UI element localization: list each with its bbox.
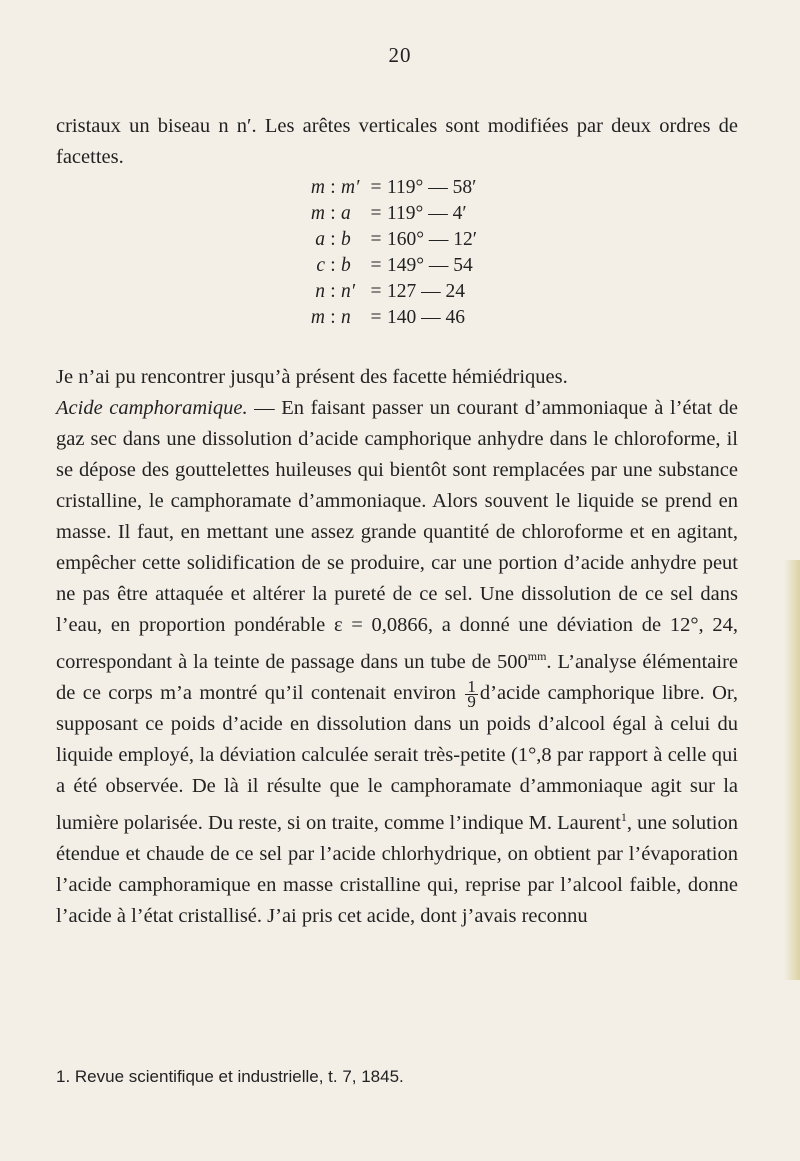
page-edge-stain [784, 560, 800, 980]
paragraph-text: — En faisant passer un courant d’ammoniaque à l’état de gaz sec dans une dissolution d’acide camphorique anhydre dans le chloroforme, il se dépose des gouttelettes huileuses qui bientôt sont remplacées par une substance cristalline, le camphoramate d’ammoniaque. Alors souvent le liquide se prend en masse. Il faut, en mettant une assez grande quantité de chloroforme et en agitant, empêcher cette solidification de se produire, car une portion d’acide anhydre peut ne pas être attaquée et altérer la pureté de ce sel. Une dissolution de ce sel dans l’eau, en proportion pondérable ε = 0,0866, a donné une déviation de 12°, 24, correspondant à la teinte de passage dans un tube de 500 [56, 397, 738, 673]
paragraph-text: d’acide camphorique libre. Or, supposant ce poids d’acide en dissolution dans un poids d’alcool égal à celui du liquide employé, la déviation calculée serait très-petite (1°,8 par rapport à celle qui a été observée. De là il résulte que le camphoramate d’ammoniaque agit sur la lumière polarisée. Du reste, si on traite, comme l’indique M. Laurent [56, 681, 738, 834]
measurement-row: m : m′ = 119° — 58′ [310, 177, 477, 198]
footnote-marker: 1 [620, 809, 627, 824]
measurement-row: m : n = 140 — 46 [310, 307, 465, 328]
paragraph-hemihedral: Je n’ai pu rencontrer jusqu’à présent des facette hémiédriques. [56, 366, 568, 388]
footnote: 1. Revue scientifique et industrielle, t. 7, 1845. [56, 1067, 404, 1086]
angle-measurements [305, 175, 477, 331]
page-number: 20 [388, 43, 412, 67]
measurement-row: c : b = 149° — 54 [316, 255, 473, 276]
unit-superscript: mm [527, 649, 547, 663]
measurement-row: n : n′ = 127 — 24 [315, 281, 465, 302]
paragraph-text: . L’analyse élémentaire de ce corps m’a montré qu’il contenait environ [56, 650, 738, 704]
measurement-row: m : a = 119° — 4′ [310, 203, 467, 224]
body-text [56, 362, 738, 932]
measurement-row: a : b = 160° — 12′ [315, 229, 478, 250]
fraction: $\frac{1}{9}$ [467, 676, 476, 711]
intro-paragraph: cristaux un biseau n n′. Les arêtes verticales sont modifiées par deux ordres de facettes. [56, 115, 738, 168]
paragraph-text: , une solution étendue et chaude de ce sel par l’acide chlorhydrique, on obtient par l’évaporation l’acide camphoramique en masse cristalline qui, reprise par l’alcool faible, donne l’acide à l’état cristallisé. J’ai pris cet acide, dont j’avais reconnu [56, 811, 738, 927]
section-heading: Acide camphoramique. [56, 397, 248, 419]
